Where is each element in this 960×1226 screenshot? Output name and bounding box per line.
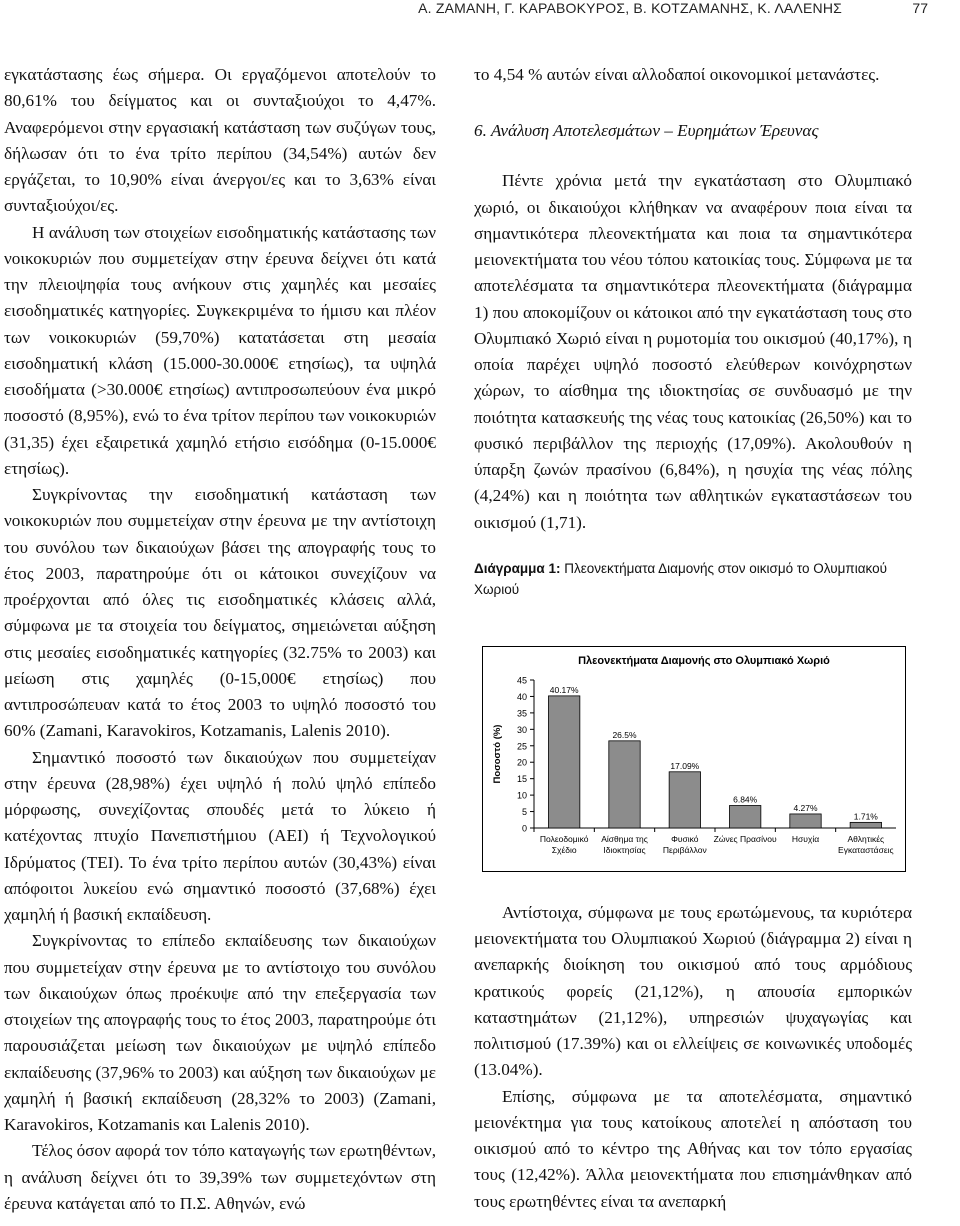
right-paragraph-1: το 4,54 % αυτών είναι αλλοδαποί οικονομικοί μετανάστες.: [474, 65, 880, 84]
x-tick-label: Ησυχία: [791, 833, 820, 844]
left-paragraph-3: Συγκρίνοντας την εισοδηματική κατάσταση των νοικοκυριών που συμμετείχαν στην έρευνα με την αντίστοιχη του συνόλου των δικαιούχων βάσει της απογραφής τους το έτος 2003, παρατηρούμε ότι οι κάτοικοι συνεχίζουν να προέρχονται από όλες τις εισοδηματικές κλάσεις αλλά, σύμφωνα με τα στοιχεία του δείγματος, σημειώνεται αύξηση στις μεσαίες εισοδηματικές κατηγορίες (32.75% το 2003) και μείωση στις χαμηλές (0-15,000€ ετησίως) που αντιπροσώπευαν κατά το έτος 2003 το υψηλό ποσοστό του 60% (Zamani, Karavokiros, Kotzamanis, Lalenis 2010).: [4, 485, 436, 741]
data-label: 17.09%: [670, 760, 700, 771]
left-paragraph-6: Τέλος όσον αφορά τον τόπο καταγωγής των ερωτηθέντων, η ανάλυση δείχνει ότι το 39,39% των συμμετεχόντων στη έρευνα κατάγεται από το Π.Σ. Αθηνών, ενώ: [4, 1141, 436, 1213]
y-tick-label: 30: [516, 724, 527, 735]
running-header: [0, 0, 960, 24]
data-label: 1.71%: [853, 811, 878, 822]
y-tick-label: 25: [516, 741, 527, 752]
bar: [548, 696, 579, 828]
bar: [729, 805, 760, 827]
y-tick-label: 5: [521, 806, 527, 817]
y-tick-label: 45: [516, 675, 527, 686]
y-tick-label: 40: [516, 691, 527, 702]
y-tick-label: 10: [516, 790, 527, 801]
x-tick-label: Πολεοδομικό: [539, 833, 589, 844]
x-tick-label: Εγκαταστάσεις: [838, 844, 894, 855]
y-tick-label: 15: [516, 773, 527, 784]
bar: [609, 741, 640, 828]
header-authors: Α. ΖΑΜΑΝΗ, Γ. ΚΑΡΑΒΟΚΥΡΟΣ, Β. ΚΟΤΖΑΜΑΝΗΣ, Κ. ΛΑΛΕΝΗΣ: [418, 0, 842, 16]
data-label: 4.27%: [793, 802, 818, 813]
y-tick-label: 0: [521, 823, 527, 834]
figure-caption-label: Διάγραμμα 1:: [474, 560, 561, 576]
data-label: 6.84%: [733, 794, 758, 805]
figure-caption: [474, 558, 912, 600]
bar: [790, 814, 821, 828]
chart-title: Πλεονεκτήματα Διαμονής στο Ολυμπιακό Χωριό: [578, 654, 830, 667]
right-column: [474, 62, 912, 1215]
x-tick-label: Περιβάλλον: [662, 844, 707, 855]
x-tick-label: Αθλητικές: [847, 833, 885, 844]
left-column: [4, 62, 436, 1217]
x-tick-label: Ζώνες Πρασίνου: [713, 833, 777, 844]
left-paragraph-1: εγκατάστασης έως σήμερα. Οι εργαζόμενοι αποτελούν το 80,61% του δείγματος και οι συνταξιούχοι το 4,47%. Αναφερόμενοι στην εργασιακή κατάσταση των συζύγων τους, δήλωσαν ότι το ένα τρίτο περίπου (34,54%) αυτών δεν εργάζεται, το 10,90% είναι άνεργοι/ες και το 3,63% είναι συνταξιούχοι/ες.: [4, 65, 436, 216]
figure-caption-text: Πλεονεκτήματα Διαμονής στον οικισμό το Ολυμπιακού Χωριού: [474, 560, 887, 597]
bar: [669, 772, 700, 828]
right-paragraph-3: Αντίστοιχα, σύμφωνα με τους ερωτώμενους, τα κυριότερα μειονεκτήματα του Ολυμπιακού Χωριού (διάγραμμα 2) είναι η ανεπαρκής διοίκηση του οικισμού από τους αρμόδιους κρατικούς φορείς (21,12%), η απουσία εμπορικών καταστημάτων (21,12%), υπηρεσιών ψυχαγωγίας και πολιτισμού (17.39%) και οι ελλείψεις σε κοινωνικές υποδομές (13.04%).: [474, 902, 912, 1080]
data-label: 26.5%: [612, 729, 637, 740]
right-paragraph-2: Πέντε χρόνια μετά την εγκατάσταση στο Ολυμπιακό χωριό, οι δικαιούχοι κλήθηκαν να αναφέρουν ποια είναι τα σημαντικότερα πλεονεκτήματα και ποια τα σημαντικότερα μειονεκτήματα του νέου τόπου κατοικίας τους. Σύμφωνα με τα αποτελέσματα τα σημαντικότερα πλεονεκτήματα (διάγραμμα 1) που αποκομίζουν οι κάτοικοι από την εγκατάσταση τους στο Ολυμπιακό Χωριό είναι η ρυμοτομία του οικισμού (40,17%), η οποία παρέχει υψηλό ποσοστό ελεύθερων κοινόχρηστων χώρων, το αίσθημα της ιδιοκτησίας σε συνδυασμό με την ποιότητα κατασκευής της νέας τους κατοικίας (26,50%) και το φυσικό περιβάλλον της περιοχής (17,09%). Ακολουθούν η ύπαρξη ζωνών πρασίνου (6,84%), η ησυχία της νέας πόλης (4,24%) και η ποιότητα των αθλητικών εγκαταστάσεων του οικισμού (1,71).: [474, 171, 912, 532]
x-tick-label: Αίσθημα της: [601, 833, 648, 844]
right-paragraph-4: Επίσης, σύμφωνα με τα αποτελέσματα, σημαντικό μειονέκτημα για τους κατοίκους αποτελεί η απόσταση του οικισμού από το κέντρο της Αθήνας και τον τόπο εργασίας τους (12,42%). Άλλα μειονεκτήματα που επισημάνθηκαν από τους ερωτηθέντες είναι τα ανεπαρκή: [474, 1086, 912, 1211]
x-tick-label: Σχέδιο: [551, 844, 577, 855]
y-tick-label: 35: [516, 708, 527, 719]
bar: [850, 822, 881, 828]
left-paragraph-4: Σημαντικό ποσοστό των δικαιούχων που συμμετείχαν στην έρευνα (28,98%) έχει υψηλό ή πολύ ψηλό επίπεδο μόρφωσης, συνεχίζοντας σπουδές μετά το λύκειο ή κατέχοντας πτυχίο Πανεπιστήμιου (ΑΕΙ) ή Τεχνολογικού Ιδρύματος (ΤΕΙ). Το ένα τρίτο περίπου αυτών (30,43%) είναι απόφοιτοι λυκείου ενώ σημαντικό ποσοστό (37,68%) έχει χαμηλή ή βασική εκπαίδευση.: [4, 747, 436, 924]
plot-area: [534, 680, 896, 828]
y-axis-label: Ποσοστό (%): [492, 724, 503, 784]
bar-chart: [482, 646, 906, 872]
x-tick-label: Φυσικό: [671, 833, 699, 844]
y-tick-label: 20: [516, 757, 527, 768]
chart-container: [482, 646, 906, 872]
section-title: 6. Ανάλυση Αποτελεσμάτων – Ευρημάτων Έρευνας: [474, 121, 819, 141]
left-paragraph-2: Η ανάλυση των στοιχείων εισοδηματικής κατάστασης των νοικοκυριών που συμμετείχαν στην έρευνα δείχνει ότι κατά την πλειοψηφία τους ανήκουν στις χαμηλές και μεσαίες εισοδηματικές κατηγορίες. Συγκεκριμένα το ήμισυ και πλέον των νοικοκυριών (59,70%) κατατάσεται στη μεσαία εισοδηματική κλάση (15.000-30.000€ ετησίως), τα υψηλά εισοδήματα (>30.000€ ετησίως) αντιπροσωπεύουν ένα μικρό ποσοστό (8,95%), ενώ το ένα τρίτον περίπου των νοικοκυριών (31,35) έχει εξαιρετικά χαμηλό ετήσιο εισόδημα (0-15.000€ ετησίως).: [4, 222, 436, 478]
left-paragraph-5: Συγκρίνοντας το επίπεδο εκπαίδευσης των δικαιούχων που συμμετείχαν στην έρευνα με το αντίστοιχο του συνόλου των δικαιούχων όπως προέκυψε από την επεξεργασία των στοιχείων της απογραφής τους το έτος 2003, παρατηρούμε ότι παρουσιάζεται μείωση των δικαιούχων με υψηλό επίπεδο εκπαίδευσης (37,96% το 2003) και αύξηση των δικαιούχων με χαμηλή ή βασική εκπαίδευση (28,32% το 2003) (Zamani, Karavokiros, Kotzamanis και Lalenis 2010).: [4, 931, 436, 1134]
x-tick-label: Ιδιοκτησίας: [603, 844, 646, 855]
page-number: 77: [912, 0, 928, 16]
data-label: 40.17%: [549, 684, 579, 695]
